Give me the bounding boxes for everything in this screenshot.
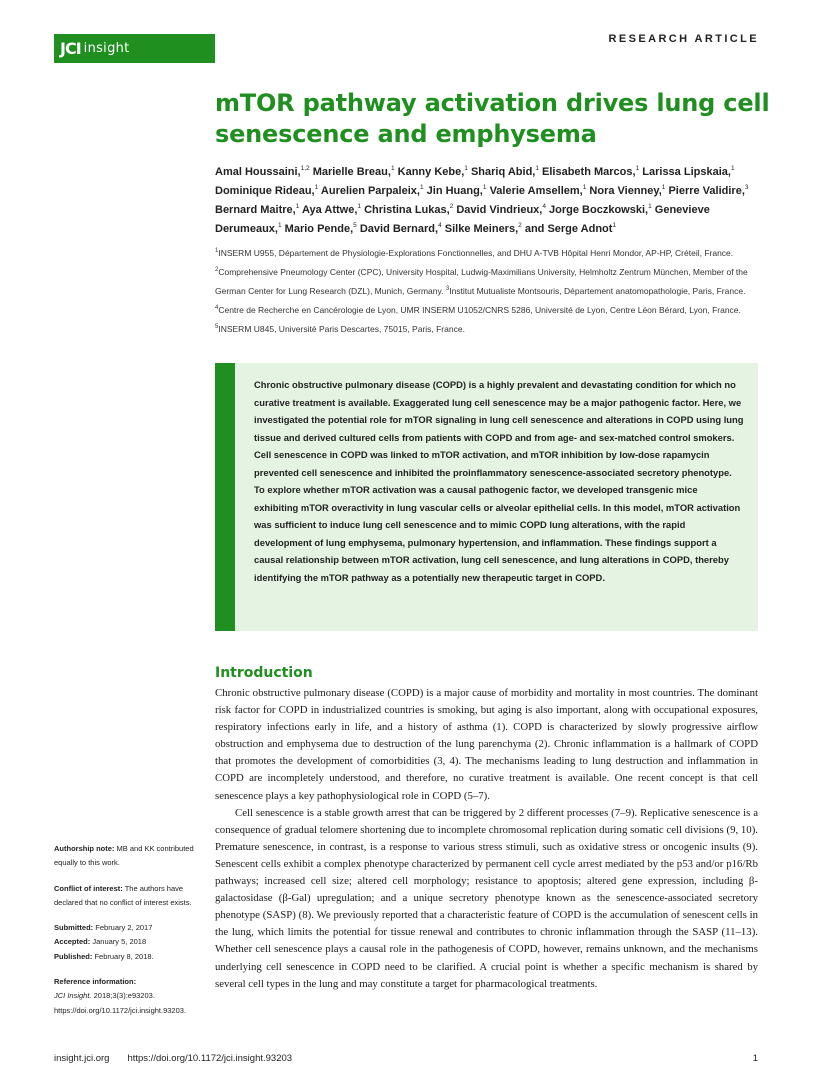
author-affiliation-marker: 1 [314,184,319,191]
author-affiliation-marker: 5 [353,222,357,229]
author-affiliation-marker: 4 [542,203,546,210]
author-name: Larissa Lipskaia, [642,166,731,178]
author-name: Valerie Amsellem, [489,185,583,197]
introduction-heading: Introduction [215,665,313,681]
affiliation-text: Institut Mutualiste Montsouris, Département anatomopathologie, Paris, France. [449,286,746,296]
intro-paragraph-2: Cell senescence is a stable growth arrest that can be triggered by 2 different processes (7–9). Replicative senescence is a consequence of gradual telomere shortening due to incomplete chromosomal replication during somatic cell divisions (9, 10). Premature senescence, in contrast, is a response to various stress stimuli, such as oxidative stress or oncogenic insults (9). Senescent cells exhibit a complex phenotype characterized by permanent cell cycle arrest mediated by the p53 and/or p16/Rb pathways; increased cell size; altered cell morphology; resistance to apoptosis; altered gene expression, including β-galactosidase (β-Gal) upregulation; and a unique secretory phenotype known as the senescence-associated secretory phenotype (SASP) (8). We previously reported that a characteristic feature of COPD is the accumulation of senescent cells in the lung, which limits the potential for tissue renewal and contributes to chronic inflammation through the SASP (11–13). Whether cell senescence plays a causal role in the pathogenesis of COPD, however, remains unknown, and the mechanisms underlying cell senescence in COPD need to be clarified. A crucial point is whether a specific mechanism is shared by several cell types in the lung and may constitute a target for pharmacological treatments. [215,806,758,990]
author-affiliation-marker: 1 [648,203,652,210]
submitted-date-row [54,921,194,935]
abstract-box [215,363,758,631]
intro-paragraph-1: Chronic obstructive pulmonary disease (COPD) is a major cause of morbidity and mortality in most countries. The dominant risk factor for COPD in industrialized countries is smoking, but aging is also important, along with occupational exposures, respiratory infections early in life, and a history of asthma (1). COPD is characterized by slowly progressive airflow obstruction and emphysema due to destruction of the lung parenchyma (2). Chronic inflammation is a hallmark of COPD that promotes the development of comorbidities (3, 4). The mechanisms leading to lung destruction and inflammation in COPD are incompletely understood, and therefore, no curative treatment is available. One recent concept is that cell senescence plays a key pathophysiological role in COPD (5–7). [215,687,758,802]
author-affiliation-marker: 1 [390,165,395,172]
author-affiliation-marker: 1 [535,165,539,172]
author-affiliation-marker: 2 [518,222,522,229]
author-name: Jin Huang, [426,185,483,197]
author-name: Jorge Boczkowski, [549,204,649,216]
author-affiliation-marker: 3 [744,184,749,191]
affiliation-number: 4 [215,305,219,311]
submitted-label: Submitted: [54,923,94,933]
author-affiliation-marker: 1 [730,165,735,172]
logo-insight-text: insight [83,41,130,56]
author-name: Elisabeth Marcos, [542,166,636,178]
author-name: Dominique Rideau, [215,185,315,197]
affiliation-text: INSERM U845, Université Paris Descartes, 75015, Paris, France. [218,324,465,334]
affiliations [215,244,765,339]
author-affiliation-marker: 1 [357,203,362,210]
author-affiliation-marker: 1,2 [300,165,310,172]
author-affiliation-marker: 1 [464,165,468,172]
author-affiliation-marker: 1 [277,222,282,229]
author-name: Pierre Validire, [668,185,745,197]
accepted-label: Accepted: [54,937,91,947]
article-title: mTOR pathway activation drives lung cell senescence and emphysema [215,89,770,148]
authorship-note [54,842,194,871]
reference-text[interactable]: 2018;3(3):e93203. https://doi.org/10.1172/jci.insight.93203. [54,991,187,1015]
footer-doi-link[interactable]: https://doi.org/10.1172/jci.insight.93203 [127,1053,293,1064]
published-label: Published: [54,951,93,961]
author-affiliation-marker: 1 [419,184,424,191]
reference-label: Reference information: [54,977,137,987]
author-name: David Bernard, [359,223,439,235]
author-name: Amal Houssaini, [215,166,301,178]
footer-site-link[interactable]: insight.jci.org [54,1053,110,1064]
reference-information [54,975,194,1018]
published-date: February 8, 2018. [94,951,154,961]
author-name: Aurelien Parpaleix, [320,185,420,197]
author-name: Silke Meiners, [444,223,519,235]
affiliation-number: 5 [215,324,219,330]
author-affiliation-marker: 1 [582,184,587,191]
author-name: Marielle Breau, [312,166,391,178]
affiliation-text: Centre de Recherche en Cancérologie de Lyon, UMR INSERM U1052/CNRS 5286, Université de Lyon, Centre Léon Bérard, Lyon, France. [218,305,741,315]
published-date-row [54,950,194,964]
author-affiliation-marker: 1 [612,222,617,229]
article-type-label: RESEARCH ARTICLE [608,33,759,45]
page-number: 1 [752,1053,758,1064]
author-name: David Vindrieux, [456,204,543,216]
affiliation-number: 1 [215,248,219,254]
conflict-note-label: Conflict of interest: [54,883,123,893]
author-affiliation-marker: 1 [295,203,300,210]
affiliation-number: 2 [215,267,219,273]
sidebar-notes [54,842,194,1029]
reference-journal: JCI Insight. [54,991,92,1001]
introduction-body [215,685,758,993]
abstract-text: Chronic obstructive pulmonary disease (COPD) is a highly prevalent and devastating condition for which no curative treatment is available. Exaggerated lung cell senescence may be a major pathogenic factor. Here, we investigated the potential role for mTOR signaling in lung cell senescence and alterations in COPD using lung tissue and derived cultured cells from patients with COPD and from age- and sex-matched control smokers. Cell senescence in COPD was linked to mTOR activation, and mTOR inhibition by low-dose rapamycin prevented cell senescence and inhibited the proinflammatory senescence-associated secretory phenotype. To explore whether mTOR activation was a causal pathogenic factor, we developed transgenic mice exhibiting mTOR overactivity in lung vascular cells or alveolar epithelial cells. In this model, mTOR activation was sufficient to induce lung cell senescence and to mimic COPD lung alterations, with the rapid development of lung emphysema, pulmonary hypertension, and inflammation. These findings support a causal relationship between mTOR activation, lung cell senescence, and lung alterations in COPD, thereby identifying the mTOR pathway as a potentially new therapeutic target in COPD. [254,379,744,583]
conflict-note-text: The authors have declared that no conflict of interest exists. [54,883,192,907]
author-name: Mario Pende, [284,223,354,235]
author-name: Shariq Abid, [470,166,536,178]
affiliation-number: 3 [445,286,450,292]
author-name: and Serge Adnot [524,223,613,235]
author-name: Kanny Kebe, [397,166,465,178]
author-name: Aya Attwe, [301,204,358,216]
author-affiliation-marker: 2 [449,203,454,210]
author-name: Bernard Maitre, [215,204,296,216]
author-affiliation-marker: 4 [438,222,442,229]
affiliation-text: INSERM U955, Département de Physiologie-Explorations Fonctionnelles, and DHU A-TVB Hôpital Henri Mondor, AP-HP, Créteil, France. [218,248,734,258]
submitted-date: February 2, 2017 [95,923,153,933]
accepted-date: January 5, 2018 [92,937,147,947]
affiliation-text: Comprehensive Pneumology Center (CPC), University Hospital, Ludwig-Maximilians University, Helmholtz Zentrum München, Member of the German Center for Lung Research (DZL), Munich, Germany. [215,267,748,296]
author-name: Genevieve Derumeaux, [215,204,710,235]
author-affiliation-marker: 1 [635,165,640,172]
author-affiliation-marker: 1 [661,184,666,191]
journal-logo [54,34,215,63]
author-name: Christina Lukas, [364,204,450,216]
author-name: Nora Vienney, [589,185,662,197]
author-affiliation-marker: 1 [482,184,487,191]
conflict-note [54,882,194,911]
authorship-note-text: MB and KK contributed equally to this work. [54,844,194,868]
footer-links [54,1053,292,1064]
logo-jci-text: JCI [60,39,81,58]
author-list [215,163,765,239]
accepted-date-row [54,935,194,949]
authorship-note-label: Authorship note: [54,844,115,853]
